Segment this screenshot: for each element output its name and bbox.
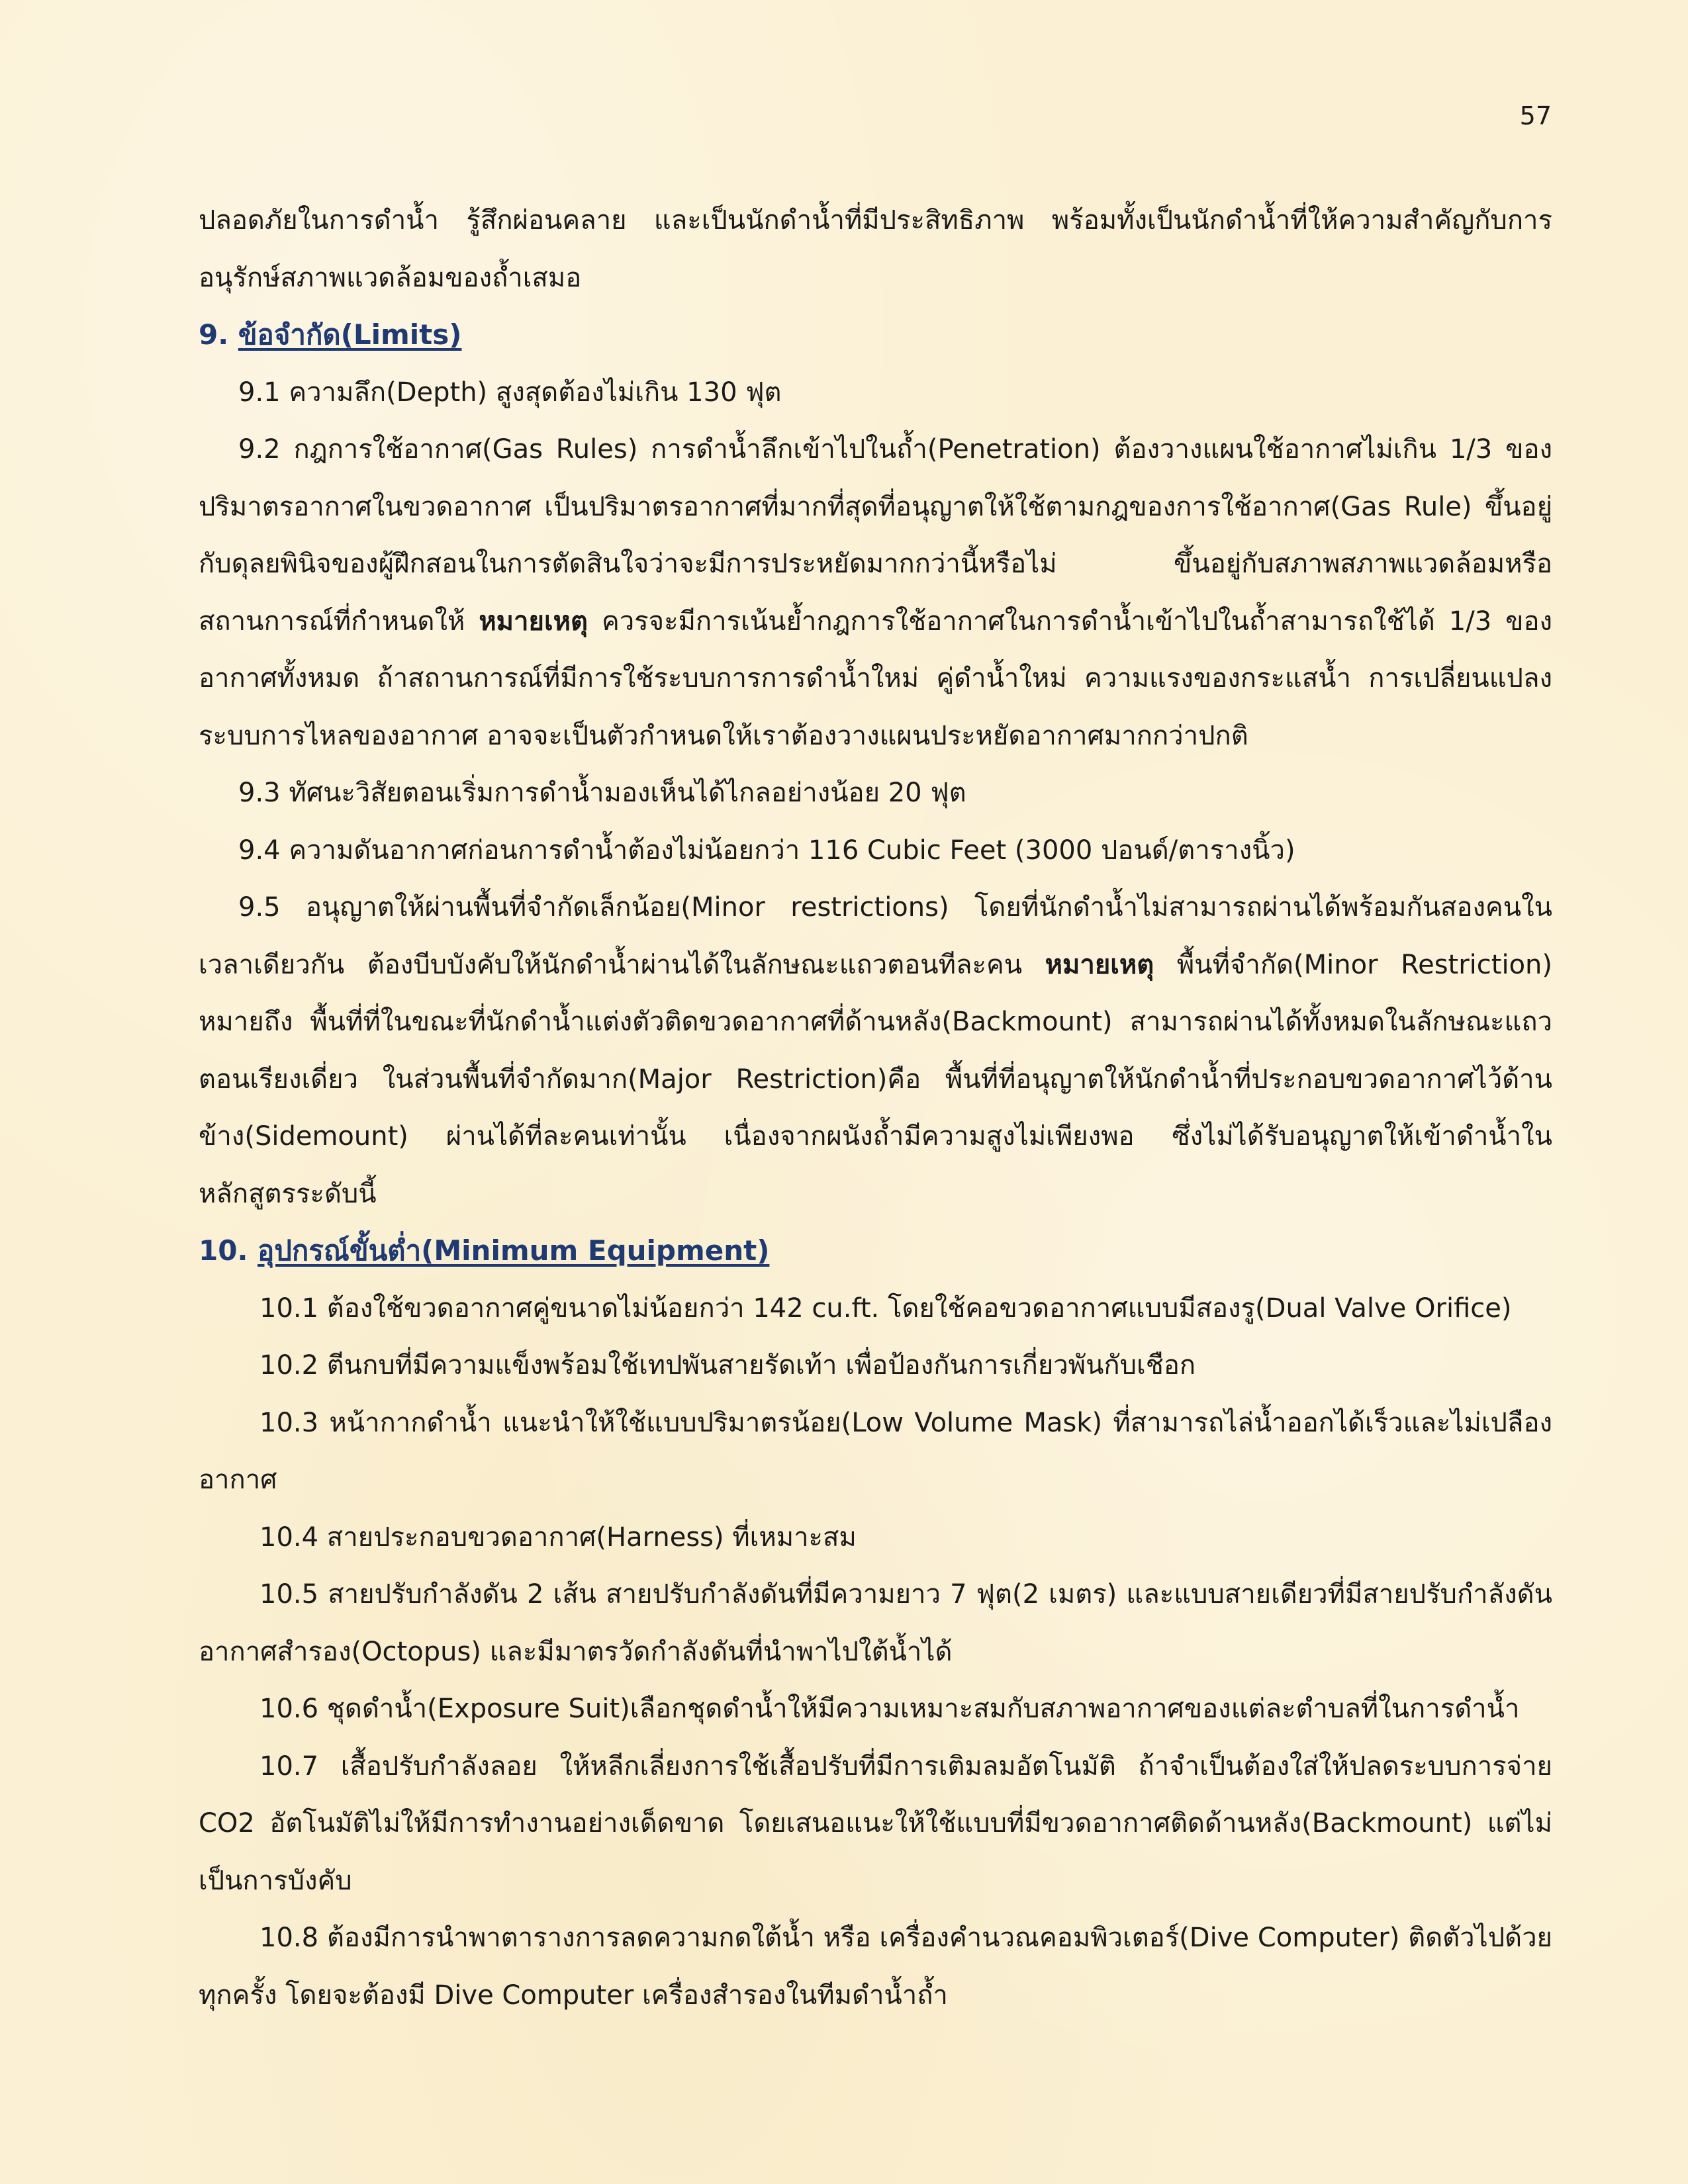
section-10-title: อุปกรณ์ขั้นต่ำ(Minimum Equipment) [258, 1234, 770, 1267]
section-9-heading [199, 306, 1552, 364]
section-9-item-2-note-label: หมายเหตุ [479, 606, 588, 637]
section-10-item-4: 10.4 สายประกอบขวดอากาศ(Harness) ที่เหมาะสม [259, 1522, 857, 1553]
section-9-item-3: 9.3 ทัศนะวิสัยตอนเริ่มการดำน้ำมองเห็นได้ไกลอย่างน้อย 20 ฟุต [238, 778, 966, 808]
page-content [199, 192, 1552, 2024]
section-9-item-2-text: 9.2 กฎการใช้อากาศ(Gas Rules) การดำน้ำลึกเข้าไปในถ้ำ(Penetration) ต้องวางแผนใช้อากาศไม่เกิน 1/3 ของปริมาตรอากาศในขวดอากาศ เป็นปริมาตรอากาศที่มากที่สุดที่อนุญาตให้ใช้ตามกฎของการใช้อากาศ(Gas Rule) ขึ้นอยู่กับดุลยพินิจของผู้ฝึกสอนในการตัดสินใจว่าจะมีการประหยัดมากกว่านี้หรือไม่ ขึ้นอยู่กับสภาพสภาพแวดล้อมหรือสถานการณ์ที่กำหนดให้ [199, 434, 1552, 637]
section-9-item-2-note-text: ควรจะมีการเน้นย้ำกฎการใช้อากาศในการดำน้ำเข้าไปในถ้ำสามารถใช้ได้ 1/3 ของอากาศทั้งหมด ถ้าสถานการณ์ที่มีการใช้ระบบการการดำน้ำใหม่ คู่ดำน้ำใหม่ ความแรงของกระแสน้ำ การเปลี่ยนแปลงระบบการไหลของอากาศ อาจจะเป็นตัวกำหนดให้เราต้องวางแผนประหยัดอากาศมากกว่าปกติ [199, 606, 1553, 751]
section-9-item-5 [199, 879, 1552, 1222]
page-number: 57 [1519, 101, 1552, 130]
section-10-item-3: 10.3 หน้ากากดำน้ำ แนะนำให้ใช้แบบปริมาตรน้อย(Low Volume Mask) ที่สามารถไล่น้ำออกได้เร็วและไม่เปลืองอากาศ [199, 1407, 1552, 1495]
section-10-item-2: 10.2 ตีนกบที่มีความแข็งพร้อมใช้เทปพันสายรัดเท้า เพื่อป้องกันการเกี่ยวพันกับเชือก [259, 1350, 1196, 1381]
intro-paragraph: ปลอดภัยในการดำน้ำ รู้สึกผ่อนคลาย และเป็นนักดำน้ำที่มีประสิทธิภาพ พร้อมทั้งเป็นนักดำน้ำที่ให้ความสำคัญกับการอนุรักษ์สภาพแวดล้อมของถ้ำเสมอ [199, 205, 1552, 293]
section-9-item-2 [199, 421, 1552, 764]
section-9-item-5-note-text: พื้นที่จำกัด(Minor Restriction) หมายถึง พื้นที่ที่ในขณะที่นักดำน้ำแต่งตัวติดขวดอากาศที่ด้านหลัง(Backmount) สามารถผ่านได้ทั้งหมดในลักษณะแถวตอนเรียงเดี่ยว ในส่วนพื้นที่จำกัดมาก(Major Restriction)คือ พื้นที่ที่อนุญาตให้นักดำน้ำที่ประกอบขวดอากาศไว้ด้านข้าง(Sidemount) ผ่านได้ที่ละคนเท่านั้น เนื่องจากผนังถ้ำมีความสูงไม่เพียงพอ ซึ่งไม่ได้รับอนุญาตให้เข้าดำน้ำในหลักสูตรระดับนี้ [199, 949, 1553, 1209]
section-9-item-5-text: 9.5 อนุญาตให้ผ่านพื้นที่จำกัดเล็กน้อย(Minor restrictions) โดยที่นักดำน้ำไม่สามารถผ่านได้พร้อมกันสองคนในเวลาเดียวกัน ต้องบีบบังคับให้นักดำน้ำผ่านได้ในลักษณะแถวตอนทีละคน [199, 892, 1552, 980]
section-9-item-5-note-label: หมายเหตุ [1045, 949, 1154, 980]
section-10-number: 10. [199, 1234, 248, 1267]
section-10-item-1: 10.1 ต้องใช้ขวดอากาศคู่ขนาดไม่น้อยกว่า 142 cu.ft. โดยใช้คอขวดอากาศแบบมีสองรู(Dual Valve Orifice) [259, 1293, 1512, 1324]
section-9-title: ข้อจำกัด(Limits) [238, 318, 462, 351]
section-10-item-5: 10.5 สายปรับกำลังดัน 2 เส้น สายปรับกำลังดันที่มีความยาว 7 ฟุต(2 เมตร) และแบบสายเดียวที่มีสายปรับกำลังดันอากาศสำรอง(Octopus) และมีมาตรวัดกำลังดันที่นำพาไปใต้น้ำได้ [199, 1579, 1552, 1667]
section-10-item-6: 10.6 ชุดดำน้ำ(Exposure Suit)เลือกชุดดำน้ำให้มีความเหมาะสมกับสภาพอากาศของแต่ละตำบลที่ในการดำน้ำ [259, 1694, 1520, 1724]
section-10-heading [199, 1222, 1552, 1280]
section-9-number: 9. [199, 318, 229, 351]
section-9-item-1: 9.1 ความลึก(Depth) สูงสุดต้องไม่เกิน 130 ฟุต [238, 377, 782, 408]
section-10-item-8: 10.8 ต้องมีการนำพาตารางการลดความกดใต้น้ำ หรือ เครื่องคำนวณคอมพิวเตอร์(Dive Computer) ติดตัวไปด้วยทุกครั้ง โดยจะต้องมี Dive Computer เครื่องสำรองในทีมดำน้ำถ้ำ [199, 1923, 1552, 2011]
section-10-item-7: 10.7 เสื้อปรับกำลังลอย ให้หลีกเลี่ยงการใช้เสื้อปรับที่มีการเติมลมอัตโนมัติ ถ้าจำเป็นต้องใส่ให้ปลดระบบการจ่าย CO2 อัตโนมัติไม่ให้มีการทำงานอย่างเด็ดขาด โดยเสนอแนะให้ใช้แบบที่มีขวดอากาศติดด้านหลัง(Backmount) แต่ไม่เป็นการบังคับ [199, 1751, 1552, 1896]
section-9-item-4: 9.4 ความดันอากาศก่อนการดำน้ำต้องไม่น้อยกว่า 116 Cubic Feet (3000 ปอนด์/ตารางนิ้ว) [238, 835, 1295, 866]
